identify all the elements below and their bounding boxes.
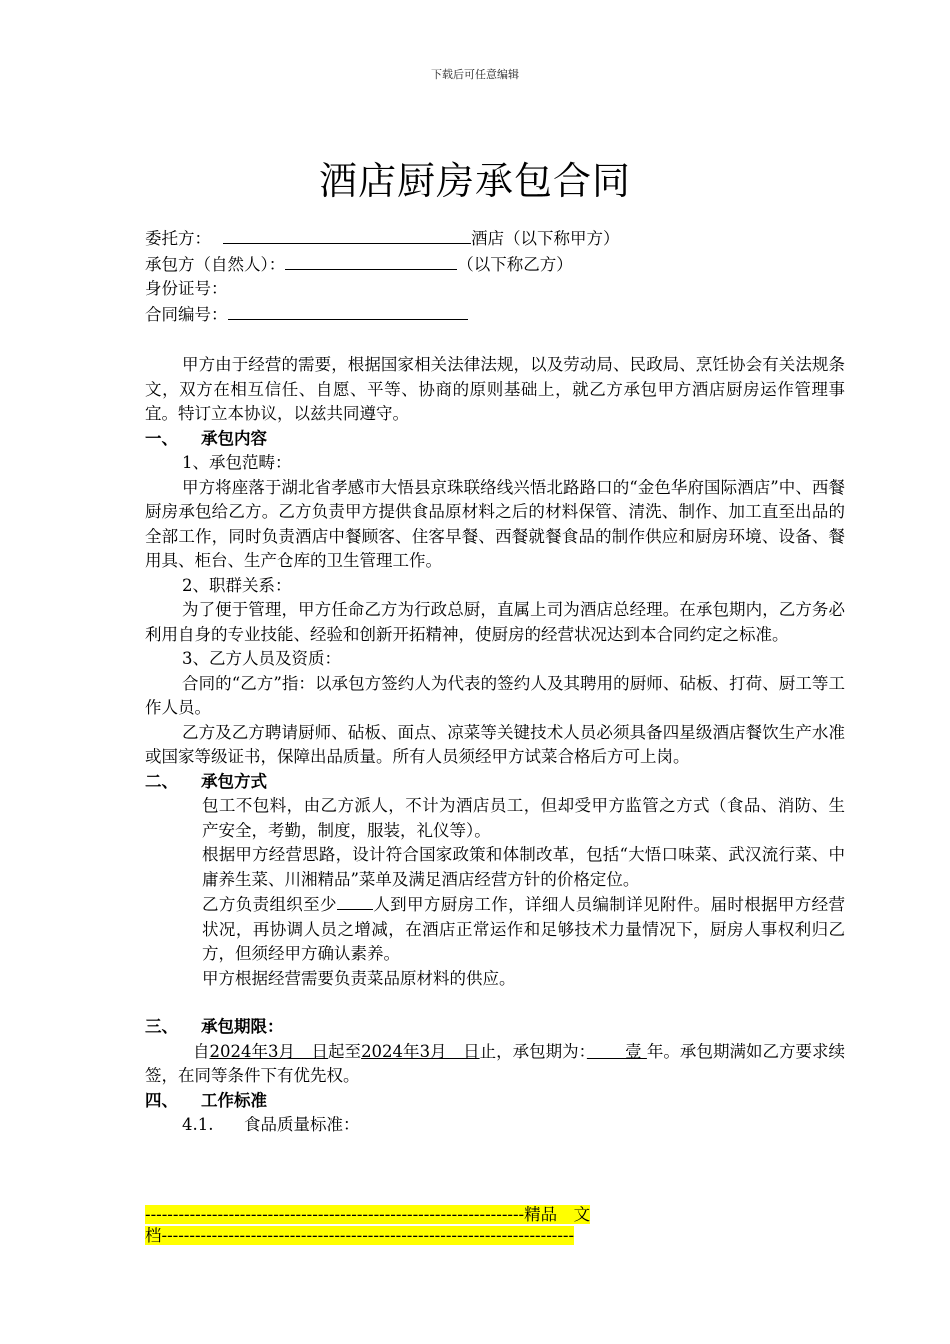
section-2-paragraph-3: [145, 892, 845, 967]
item-4-1-title: 食品质量标准：: [244, 1115, 360, 1134]
footer-dashes-1: --------------------------------------------------------------------: [145, 1205, 525, 1224]
item-1-title: 1、承包范畴：: [182, 453, 292, 472]
item-2-text: 为了便于管理，甲方任命乙方为行政总厨，直属上司为酒店总经理。在承包期内，乙方务必利用自身的专业技能、经验和创新开拓精神，使厨房的经营状况达到本合同约定之标准。: [145, 600, 845, 644]
client-blank[interactable]: [223, 226, 471, 244]
header-note: 下载后可任意编辑: [431, 68, 519, 81]
footer-dashes-2: --------------------------------------------------------------------------: [161, 1226, 575, 1245]
contract-body: [145, 226, 845, 1138]
term-to-label: 起至: [328, 1041, 362, 1061]
section-4-heading: [145, 1089, 845, 1114]
end-date[interactable]: 2024年3月 日: [361, 1041, 480, 1061]
section-3-heading: [145, 1015, 845, 1040]
section-2-paragraph-4: 甲方根据经营需要负责菜品原材料的供应。: [202, 968, 516, 988]
intro-paragraph: 甲方由于经营的需要，根据国家相关法律法规，以及劳动局、民政局、烹饪协会有关法规条文，双方在相互信任、自愿、平等、协商的原则基础上，就乙方承包甲方酒店厨房运作管理事宜。特订立本协议，以兹共同遵守。: [145, 355, 845, 423]
section-2-title: 承包方式: [201, 771, 267, 791]
contractor-suffix: （以下称乙方）: [457, 254, 573, 274]
section-1-number: 一、: [145, 428, 178, 448]
staff-count-blank[interactable]: [337, 892, 373, 910]
section-1-heading: [145, 427, 845, 452]
section-4-number: 四、: [145, 1090, 178, 1110]
term-paragraph: [145, 1040, 845, 1089]
contract-no-line: [145, 302, 845, 328]
item-3-title: 3、乙方人员及资质：: [182, 649, 341, 668]
item-3-text-1: 合同的“乙方”指：以承包方签约人为代表的签约人及其聘用的厨师、砧板、打荷、厨工等工作人员。: [145, 673, 845, 717]
term-period-label: 止，承包期为：: [479, 1041, 587, 1061]
contract-no-label: 合同编号：: [145, 304, 228, 324]
section-2-number: 二、: [145, 771, 178, 791]
staff-text-b: 人到甲方厨房工作，详细人员编制详见附件。届时根据甲方经营状况，再协调人员之增减，在酒店正常运作和足够技术力量情况下，厨房人事权利归乙方，但须经甲方确认素养。: [202, 895, 846, 963]
section-3-number: 三、: [145, 1017, 178, 1036]
item-3-text-2: 乙方及乙方聘请厨师、砧板、面点、凉菜等关键技术人员必须具备四星级酒店餐饮生产水准或国家等级证书，保障出品质量。所有人员须经甲方试菜合格后方可上岗。: [145, 722, 845, 766]
section-3-title: 承包期限：: [201, 1017, 284, 1036]
section-4-title: 工作标准: [201, 1090, 267, 1110]
section-2-heading: [145, 770, 845, 795]
client-line: [145, 226, 845, 252]
client-label: 委托方：: [145, 229, 211, 248]
item-1-text: 甲方将座落于湖北省孝感市大悟县京珠联络线兴悟北路路口的“金色华府国际酒店”中、西餐厨房承包给乙方。乙方负责甲方提供食品原材料之后的材料保管、清洗、制作、加工直至出品的全部工作，同时负责酒店中餐顾客、住客早餐、西餐就餐食品的制作供应和厨房环境、设备、餐用具、柜台、生产仓库的卫生管理工作。: [145, 477, 845, 570]
contractor-label: 承包方（自然人）：: [145, 254, 286, 274]
start-date[interactable]: 2024年3月 日: [209, 1041, 329, 1061]
section-1-title: 承包内容: [201, 428, 267, 448]
item-4-1-number: 4.1.: [182, 1115, 214, 1134]
document-title: 酒店厨房承包合同: [318, 159, 631, 203]
footer-watermark: [145, 1204, 825, 1246]
id-label: 身份证号：: [145, 279, 228, 298]
footer-text-2: 档: [145, 1226, 162, 1245]
staff-text-a: 乙方负责组织至少: [202, 895, 337, 914]
client-suffix: 酒店（以下称甲方）: [471, 229, 620, 248]
footer-text-1: 精品 文: [524, 1205, 591, 1224]
item-2-title: 2、职群关系：: [182, 575, 292, 595]
contract-no-blank[interactable]: [228, 302, 468, 320]
section-2-paragraph-2: 根据甲方经营思路，设计符合国家政策和体制改革，包括“大悟口味菜、武汉流行菜、中庸养生菜、川湘精品”菜单及满足酒店经营方针的价格定位。: [202, 845, 845, 889]
item-4-1: [145, 1113, 845, 1138]
term-from-label: 自: [193, 1041, 210, 1061]
contractor-line: [145, 252, 845, 278]
term-years[interactable]: 壹: [586, 1041, 647, 1061]
contractor-blank[interactable]: [285, 252, 457, 270]
section-2-paragraph-1: 包工不包料，由乙方派人，不计为酒店员工，但却受甲方监管之方式（食品、消防、生产安全，考勤，制度，服装，礼仪等）。: [202, 796, 845, 840]
term-renewal-text: 年。承包期满如乙方要求续签，在同等条件下有优先权。: [145, 1041, 845, 1085]
id-line: [145, 277, 845, 302]
